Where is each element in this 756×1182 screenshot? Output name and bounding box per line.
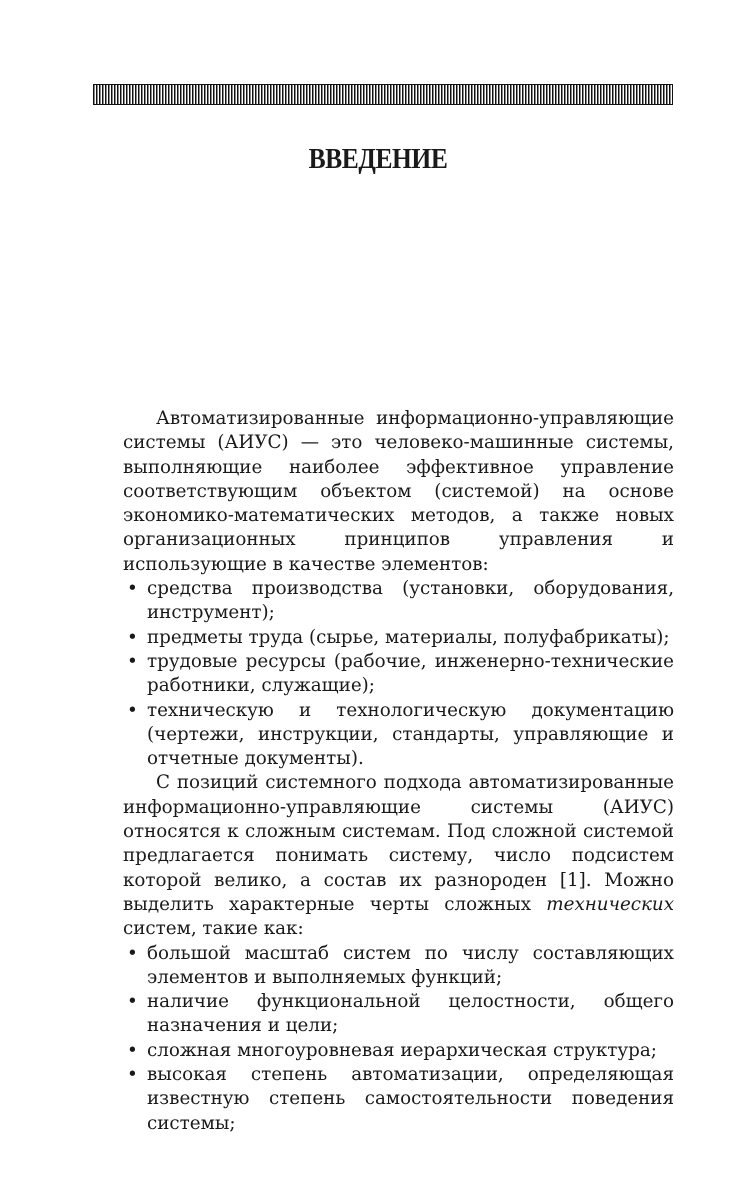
list-item: • техническую и технологическую документацию (чертежи, инструкции, стандарты, управляющие и отчетные документы). (127, 699, 674, 770)
bullet-icon: • (127, 578, 138, 600)
bullet-icon: • (127, 942, 138, 964)
bullet-icon: • (127, 650, 138, 672)
list-item: • средства производства (установки, оборудования, инструмент); (127, 578, 674, 624)
list-item: • предметы труда (сырье, материалы, полуфабрикаты); (123, 626, 674, 650)
list-item: • сложная многоуровневая иерархическая структура; (123, 1039, 674, 1063)
features-list (123, 942, 674, 1136)
chapter-title: ВВЕДЕНИЕ (308, 143, 448, 175)
bullet-icon: • (127, 626, 138, 648)
bullet-icon: • (127, 991, 138, 1013)
bullet-icon: • (127, 699, 138, 721)
bullet-icon: • (127, 1039, 138, 1061)
decorative-header-rule (93, 84, 673, 105)
body-text (123, 407, 674, 1136)
list-item: • трудовые ресурсы (рабочие, инженерно-технические работники, служащие); (127, 650, 674, 697)
bullet-icon: • (127, 1064, 138, 1086)
list-item: • высокая степень автоматизации, определяющая известную степень самостоятельности поведения системы; (127, 1064, 674, 1134)
elements-list (123, 577, 674, 771)
list-item: • большой масштаб систем по числу составляющих элементов и выполняемых функций; (127, 942, 674, 988)
intro-paragraph-2: С позиций системного подхода автоматизированные информационно-управляющие системы (АИУС) относятся к сложным системам. Под сложной системой предлагается понимать систему, число подсистем которой велико, а состав их разнороден [1]. Можно выделить характерные черты сложных технических систем, такие как: (123, 772, 675, 940)
intro-paragraph-1: Автоматизированные информационно-управляющие системы (АИУС) — это человеко-машинные системы, выполняющие наиболее эффективное управление соответствующим объектом (системой) на основе экономико-математических методов, а также новых организационных принципов управления и использующие в качестве элементов: (123, 408, 674, 575)
list-item: • наличие функциональной целостности, общего назначения и цели; (127, 991, 674, 1037)
italic-emphasis: технических (546, 893, 675, 915)
